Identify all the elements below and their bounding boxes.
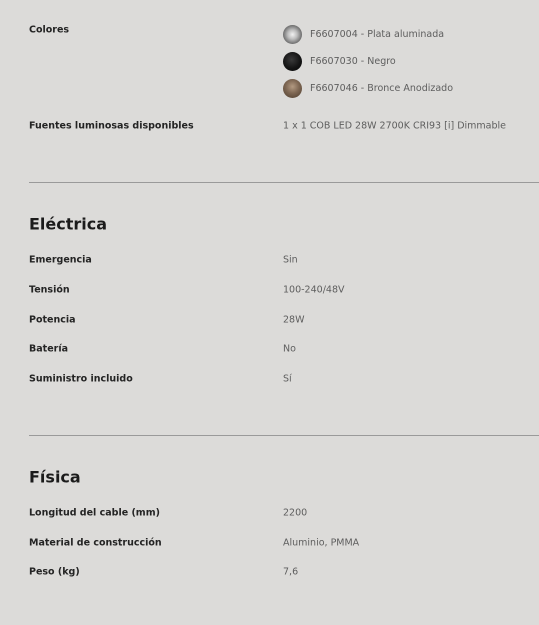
spec-label-peso: Peso (kg) xyxy=(29,566,80,578)
section-divider xyxy=(29,182,539,183)
spec-label-potencia: Potencia xyxy=(29,314,76,326)
spec-value-potencia: 28W xyxy=(283,314,305,326)
section-title-electrica: Eléctrica xyxy=(29,214,108,234)
spec-label-longitud-cable: Longitud del cable (mm) xyxy=(29,507,160,519)
spec-value-peso: 7,6 xyxy=(283,566,299,578)
swatch-bronze-icon[interactable] xyxy=(283,79,302,98)
spec-label-emergencia: Emergencia xyxy=(29,254,92,266)
section-title-fisica: Física xyxy=(29,467,81,487)
colors-label: Colores xyxy=(29,24,70,36)
light-sources-label: Fuentes luminosas disponibles xyxy=(29,120,194,132)
spec-value-tension: 100-240/48V xyxy=(283,284,345,296)
spec-value-bateria: No xyxy=(283,343,296,355)
spec-value-emergencia: Sin xyxy=(283,254,298,266)
spec-value-longitud-cable: 2200 xyxy=(283,507,308,519)
color-option-label: F6607046 - Bronce Anodizado xyxy=(310,82,454,94)
light-sources-value: 1 x 1 COB LED 28W 2700K CRI93 [i] Dimmable xyxy=(283,120,506,132)
spec-label-suministro: Suministro incluido xyxy=(29,373,133,385)
section-divider xyxy=(29,435,539,436)
spec-label-material: Material de construcción xyxy=(29,537,162,549)
swatch-silver-icon[interactable] xyxy=(283,25,302,44)
color-option-label: F6607004 - Plata aluminada xyxy=(310,28,445,40)
color-option-silver[interactable] xyxy=(283,24,444,44)
spec-value-material: Aluminio, PMMA xyxy=(283,537,360,549)
spec-value-suministro: Sí xyxy=(283,373,292,385)
spec-label-tension: Tensión xyxy=(29,284,70,296)
color-option-bronze[interactable] xyxy=(283,78,453,98)
spec-label-bateria: Batería xyxy=(29,343,68,355)
color-option-black[interactable] xyxy=(283,51,396,71)
swatch-black-icon[interactable] xyxy=(283,52,302,71)
color-option-label: F6607030 - Negro xyxy=(310,55,396,67)
